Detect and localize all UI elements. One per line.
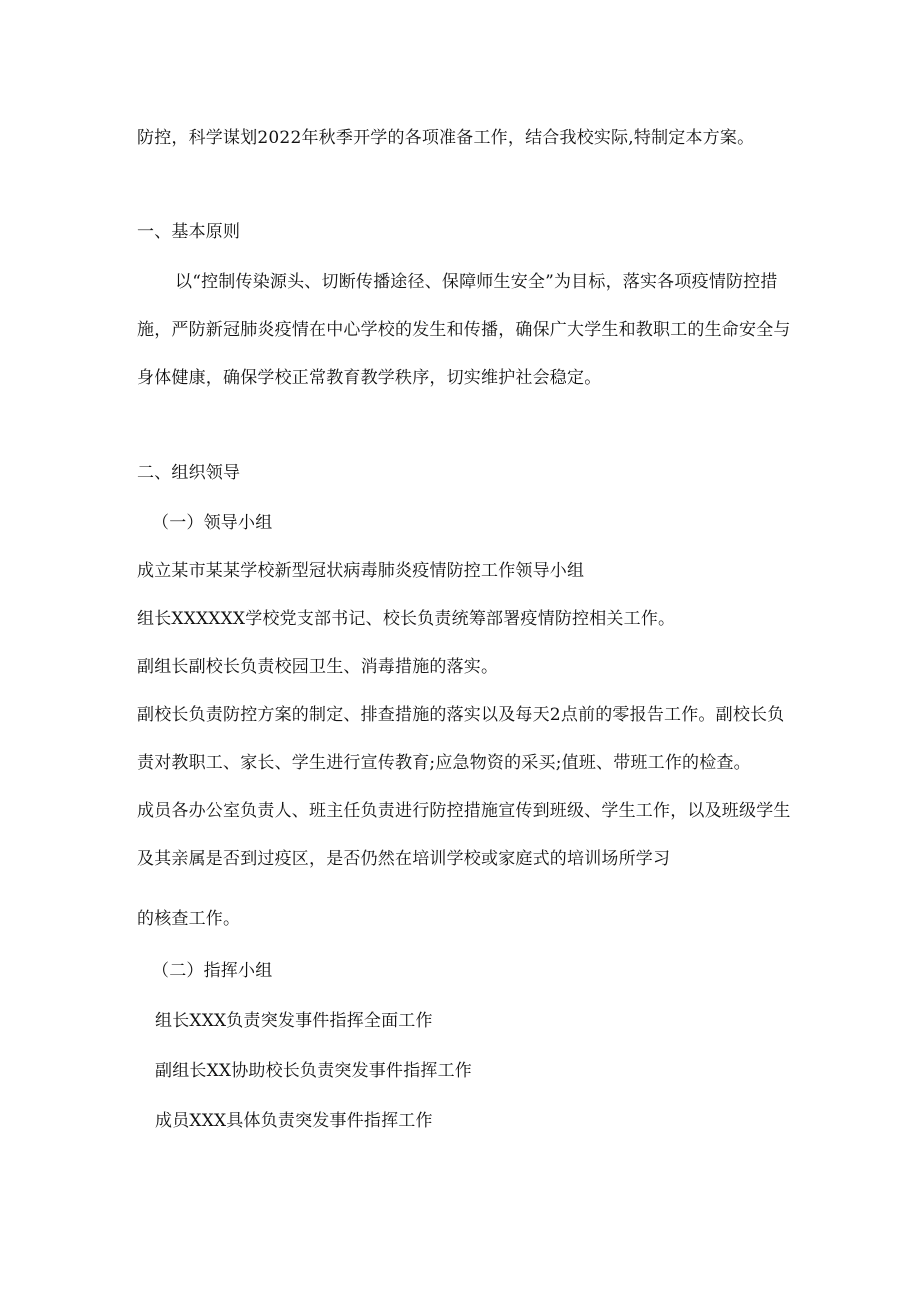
section-2-heading: 二、组织领导	[137, 463, 241, 483]
leadership-group-line-1: 成立某市某某学校新型冠状病毒肺炎疫情防控工作领导小组	[137, 561, 585, 581]
leadership-group-line-8: 的核查工作。	[137, 909, 241, 929]
command-group-line-2: 副组长XX协助校长负责突发事件指挥工作	[155, 1061, 473, 1081]
leadership-group-line-4: 副校长负责防控方案的制定、排查措施的落实以及每天2点前的零报告工作。副校长负	[137, 705, 785, 725]
principle-paragraph-line-1: 以“控制传染源头、切断传播途径、保障师生安全”为目标，落实各项疫情防控措	[175, 272, 778, 292]
leadership-group-line-6: 成员各办公室负责人、班主任负责进行防控措施宣传到班级、学生工作，以及班级学生	[137, 801, 791, 821]
leadership-group-line-3: 副组长副校长负责校园卫生、消毒措施的落实。	[137, 657, 499, 677]
leadership-group-line-5: 责对教职工、家长、学生进行宣传教育;应急物资的采买;值班、带班工作的检查。	[137, 753, 751, 773]
principle-paragraph-line-3: 身体健康，确保学校正常教育教学秩序，切实维护社会稳定。	[137, 368, 602, 388]
command-group-line-3: 成员XXX具体负责突发事件指挥工作	[155, 1111, 433, 1131]
command-group-line-1: 组长XXX负责突发事件指挥全面工作	[155, 1011, 433, 1031]
section-1-heading: 一、基本原则	[137, 222, 241, 242]
subsection-leadership-group-heading: （一）领导小组	[152, 513, 273, 533]
leadership-group-line-7: 及其亲属是否到过疫区，是否仍然在培训学校或家庭式的培训场所学习	[137, 849, 671, 869]
subsection-command-group-heading: （二）指挥小组	[152, 961, 273, 981]
leadership-group-line-2: 组长XXXXXX学校党支部书记、校长负责统筹部署疫情防控相关工作。	[137, 609, 676, 629]
intro-paragraph-tail: 防控，科学谋划2022年秋季开学的各项准备工作，结合我校实际,特制定本方案。	[137, 128, 755, 148]
principle-paragraph-line-2: 施，严防新冠肺炎疫情在中心学校的发生和传播，确保广大学生和教职工的生命安全与	[137, 320, 791, 340]
